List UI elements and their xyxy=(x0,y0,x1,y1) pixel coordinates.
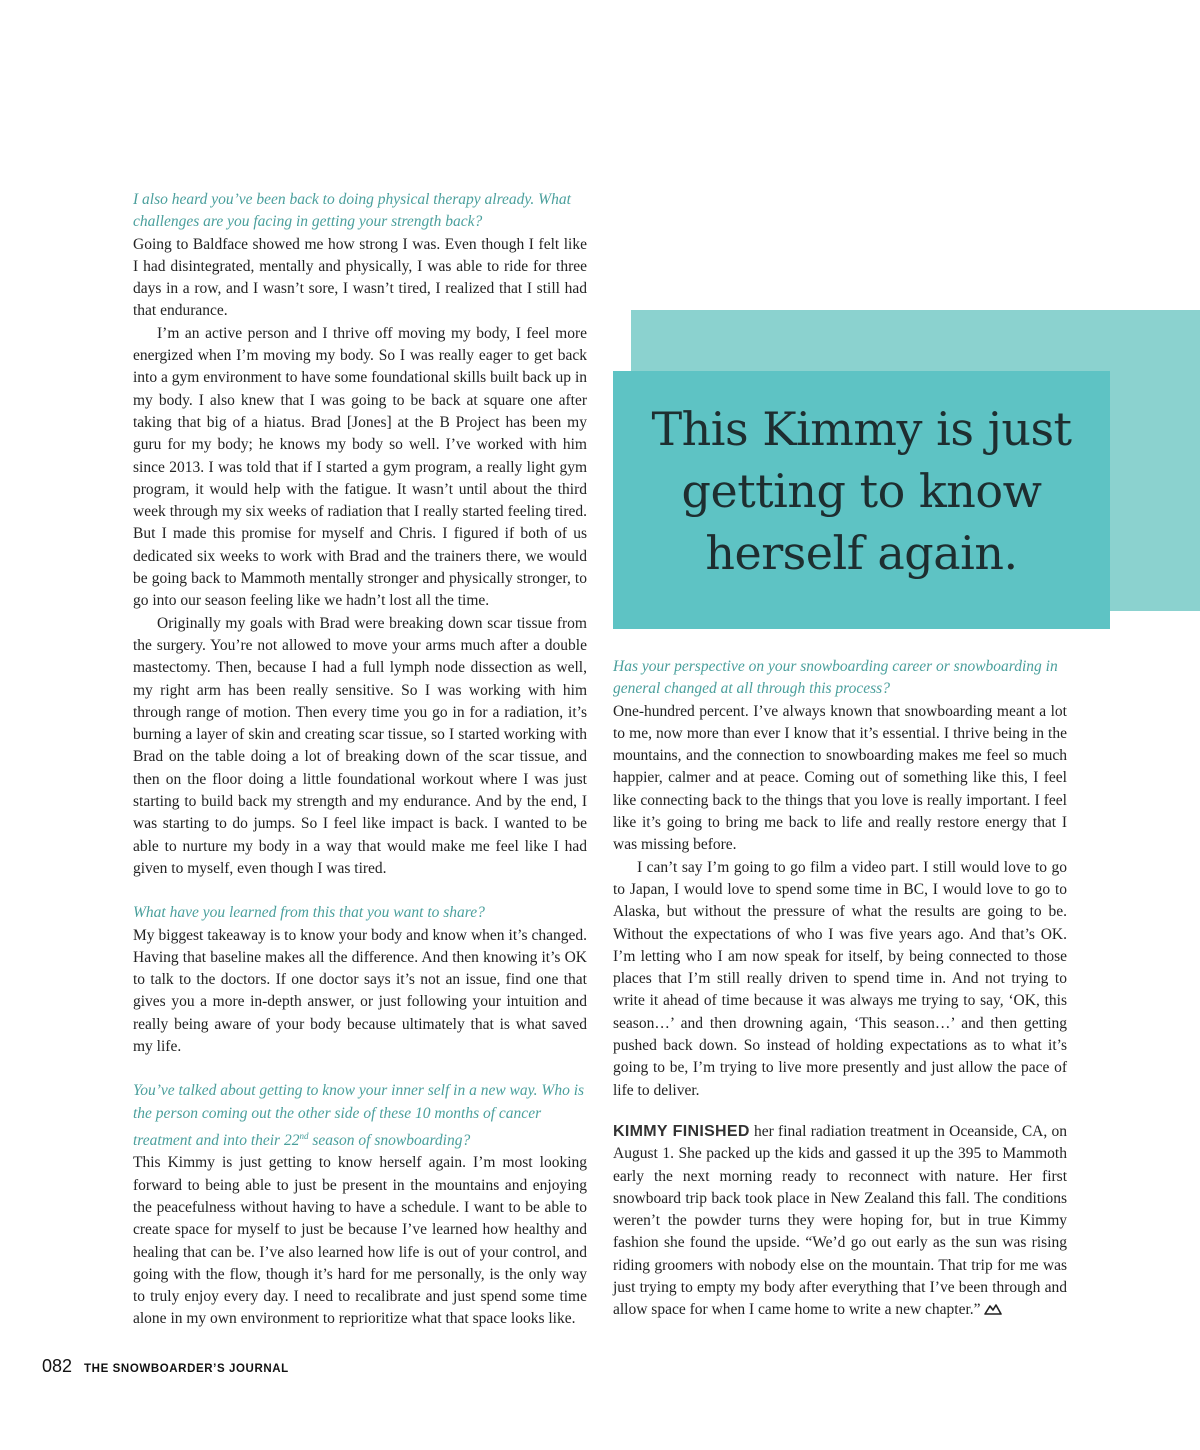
answer-perspective-p2: I can’t say I’m going to go film a video part. I still would love to go to Japan, I would love to spend some time in BC, I would love to go to Alaska, but without the pressure of what the results are going to be. Without the expectations of who I was five years ago. And that’s OK. I’m letting who I am now speak for itself, by being connected to those places that I’m still really driven to spend time in. And not trying to write it ahead of time because it was always me trying to say, ‘OK, this season…’ and then drowning again, ‘This season…’ and then getting pushed back down. So instead of holding expectations as to what it’s going to be, I’m trying to live more presently and just allow the pace of life to deliver. xyxy=(613,858,1067,1099)
right-column xyxy=(613,656,1067,1102)
answer-lessons: My biggest takeaway is to know your body and know when it’s changed. Having that baseline makes all the difference. And then knowing it’s OK to talk to the doctors. If one doctor says it’s not an issue, find one that gives you a more in-depth answer, or just following your intuition and really being aware of your body because ultimately that is what saved my life. xyxy=(133,926,587,1055)
question-inner-self-part2: season of snowboarding? xyxy=(308,1132,471,1150)
question-inner-self-part1: You’ve talked about getting to know your inner self in a new way. Who is the person coming out the other side of these 10 months of cancer treatment and into their 22 xyxy=(133,1082,585,1150)
question-inner-self xyxy=(133,1080,587,1152)
answer-perspective-p1: One-hundred percent. I’ve always known that snowboarding meant a lot to me, now more than ever I know that it’s essential. I thrive being in the mountains, and the connection to snowboarding makes me feel so much happier, calmer and at peace. Coming out of something like this, I feel like connecting back to the things that you love is really important. I feel like it’s going to bring me back to life and really restore energy that I was missing before. xyxy=(613,702,1067,854)
pull-quote-line-2: getting to know xyxy=(681,464,1042,518)
answer-inner-self: This Kimmy is just getting to know herself again. I’m most looking forward to being able to just be present in the mountains and enjoying the peacefulness without having to have a schedule. I want to be able to create space for myself to just be because I’ve learned how healthy and healing that can be. I’ve also learned how life is out of your control, and going with the flow, though it’s hard for me personally, is the only way to truly enjoy every day. I need to recalibrate and just spend some time alone in my own environment to reprioritize what that space looks like. xyxy=(133,1154,587,1328)
closing-text: her final radiation treatment in Oceanside, CA, on August 1. She packed up the kids and gassed it up the 395 to Mammoth early the next morning ready to reconnect with nature. Her first snowboard trip back took place in New Zealand this fall. The conditions weren’t the powder turns they were hoping for, but in true Kimmy fashion she found the upside. “We’d go out early as the sun was rising riding groomers with nobody else on the mountain. That trip for me was just trying to empty my body after everything that I’ve been through and allow space for when I came home to write a new chapter.” xyxy=(613,1123,1068,1319)
closing-lead-in: KIMMY FINISHED xyxy=(613,1123,750,1140)
pull-quote xyxy=(613,398,1110,584)
answer-physical-therapy-p2: I’m an active person and I thrive off moving my body, I feel more energized when I’m moving my body. So I was really eager to get back into a gym environment to have some foundational skills built back up in my body. I also knew that I was going to be back at square one after taking that big of a hiatus. Brad [Jones] at the B Project has been my guru for my body; he knows my body so well. I’ve worked with him since 2013. I was told that if I started a gym program, a really light gym program, it would help with the fatigue. It wasn’t until about the third week through my six weeks of radiation that I really started feeling tired. But I made this promise for myself and Chris. I figured if both of us dedicated six weeks to work with Brad and the trainers there, we would be going back to Mammoth mentally stronger and physically stronger, to go into our season feeling like we hadn’t lost all the time. xyxy=(133,324,587,610)
page-number: 082 xyxy=(42,1356,73,1376)
pull-quote-line-3: herself again. xyxy=(705,526,1018,580)
answer-physical-therapy-p3: Originally my goals with Brad were breaking down scar tissue from the surgery. You’re not allowed to move your arms much after a double mastectomy. Then, because I had a full lymph node dissection as well, my right arm has been really sensitive. So I was working with him through range of motion. Then every time you go in for a radiation, it’s burning a layer of skin and creating scar tissue, so I started working with Brad on the table doing a lot of breaking down of the scar tissue, and then on the floor doing a little foundational workout where I was just starting to build back my strength and my endurance. And by the end, I was starting to do jumps. So I feel like impact is back. I wanted to be able to nurture my body in a way that would make me feel like I had given to myself, even though I was tired. xyxy=(133,614,587,877)
mountain-end-mark-icon xyxy=(984,1303,1002,1315)
left-column xyxy=(133,189,587,1331)
question-physical-therapy: I also heard you’ve been back to doing physical therapy already. What challenges are you facing in getting your strength back? xyxy=(133,191,571,231)
page-footer xyxy=(42,1356,289,1377)
ordinal-superscript: nd xyxy=(299,1130,309,1141)
closing-paragraph xyxy=(613,1121,1067,1322)
question-perspective: Has your perspective on your snowboarding career or snowboarding in general changed at all through this process? xyxy=(613,658,1058,698)
pull-quote-line-1: This Kimmy is just xyxy=(651,402,1072,456)
magazine-name: THE SNOWBOARDER’S JOURNAL xyxy=(84,1363,289,1375)
question-lessons: What have you learned from this that you want to share? xyxy=(133,904,485,922)
answer-physical-therapy-p1: Going to Baldface showed me how strong I was. Even though I felt like I had disintegrated, mentally and physically, I was able to ride for three days in a row, and I wasn’t sore, I wasn’t tired, I realized that I still had that endurance. xyxy=(133,235,587,320)
